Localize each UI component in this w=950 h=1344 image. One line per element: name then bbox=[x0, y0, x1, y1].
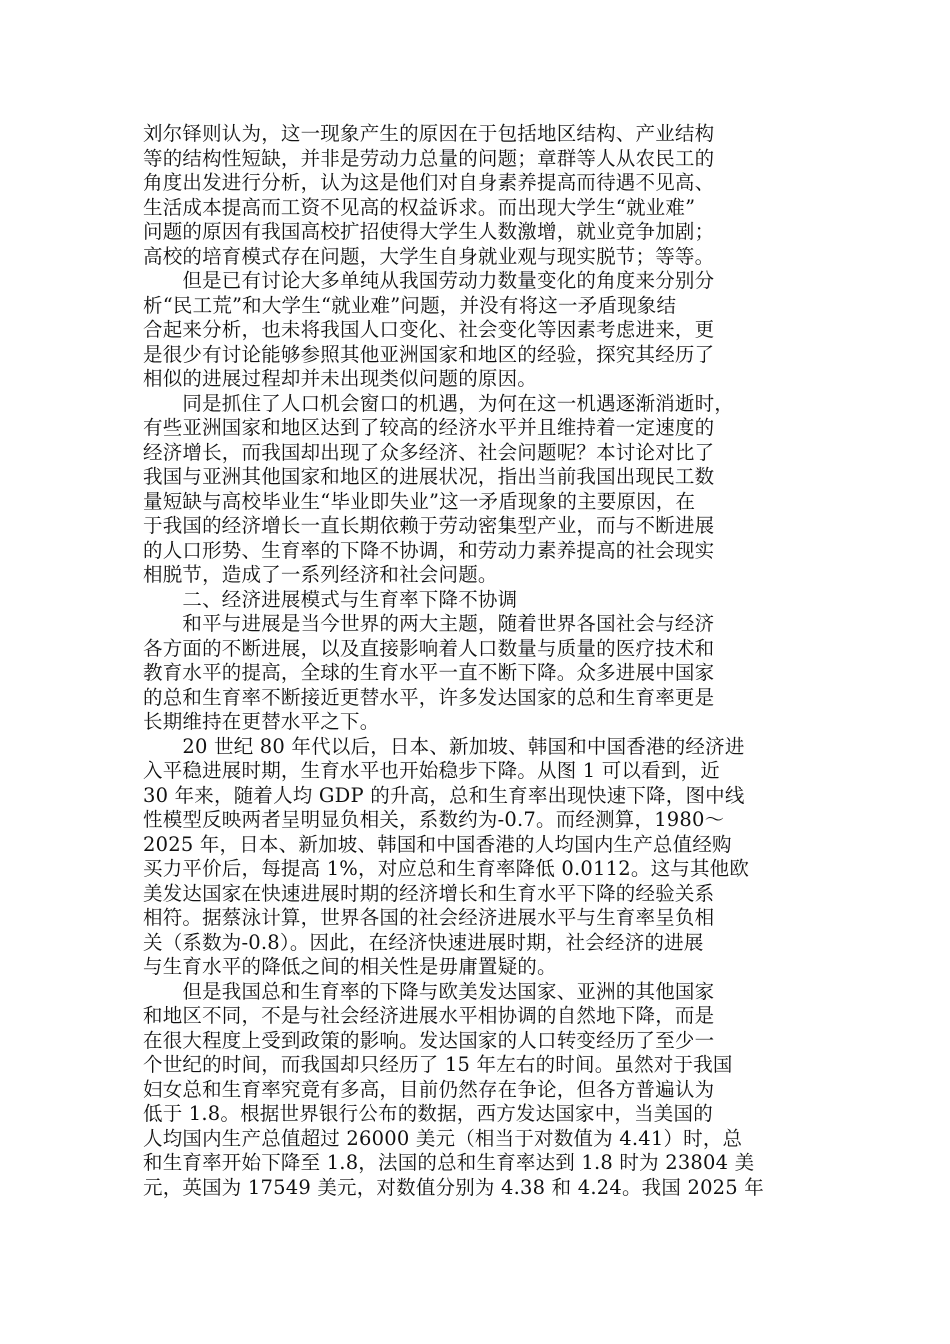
paragraph-continuation: 刘尔铎则认为，这一现象产生的原因在于包括地区结构、产业结构 等的结构性短缺，并非是劳动力总量的问题；章群等人从农民工的 角度出发进行分析，认为这是他们对自身素养提高而待遇不见高、 生活成本提高而工资不见高的权益诉求。而出现大学生“就业难” 问题的原因有我国高校扩招使得大学生人数激增，就业竞争加剧； 高校的培育模式存在问题，大学生自身就业观与现实脱节；等等。 bbox=[143, 122, 715, 268]
paragraph-asia-comparison: 20 世纪 80 年代以后，日本、新加坡、韩国和中国香港的经济进 入平稳进展时期，生育水平也开始稳步下降。从图 1 可以看到，近 30 年来，随着人均 GDP 的升高，总和生育率出现快速下降，图中线 性模型反映两者呈明显负相关，系数约为-0.7。而经测算，1980～ 2025 年，日本、新加坡、韩国和中国香港的人均国内生产总值经购 买力平价后，每提高 1%，对应总和生育率降低 0.0112。这与其他欧 美发达国家在快速进展时期的经济增长和生育水平下降的经验关系 相符。据蔡泳计算，世界各国的社会经济进展水平与生育率呈负相 关（系数为-0.8）。因此，在经济快速进展时期，社会经济的进展 与生育水平的降低之间的相关性是毋庸置疑的。 bbox=[143, 734, 750, 978]
paragraph-research-gap: 但是已有讨论大多单纯从我国劳动力数量变化的角度来分别分 析“民工荒”和大学生“就业难”问题，并没有将这一矛盾现象结 合起来分析，也未将我国人口变化、社会变化等因素考虑进来，更 是很少有讨论能够参照其他亚洲国家和地区的经验，探究其经历了 相似的进展过程却并未出现类似问题的原因。 bbox=[143, 269, 715, 390]
paragraph-research-question: 同是抓住了人口机会窗口的机遇，为何在这一机遇逐渐消逝时， 有些亚洲国家和地区达到了较高的经济水平并且维持着一定速度的 经济增长，而我国却出现了众多经济、社会问题呢？本讨论对比了 我国与亚洲其他国家和地区的进展状况，指出当前我国出现民工数 量短缺与高校毕业生“毕业即失业”这一矛盾现象的主要原因，在 于我国的经济增长一直长期依赖于劳动密集型产业，而与不断进展 的人口形势、生育率的下降不协调，和劳动力素养提高的社会现实 相脱节，造成了一系列经济和社会问题。 bbox=[143, 391, 735, 586]
paragraph-china-fertility: 但是我国总和生育率的下降与欧美发达国家、亚洲的其他国家 和地区不同，不是与社会经济进展水平相协调的自然地下降，而是 在很大程度上受到政策的影响。发达国家的人口转变经历了至少一 个世纪的时间，而我国却只经历了 15 年左右的时间。虽然对于我国 妇女总和生育率究竟有多高，目前仍然存在争论，但各方普遍认为 低于 1.8。根据世界银行公布的数据，西方发达国家中，当美国的 人均国内生产总值超过 26000 美元（相当于对数值为 4.41）时，总 和生育率开始下降至 1.8，法国的总和生育率达到 1.8 时为 23804 美 元，英国为 17549 美元，对数值分别为 4.38 和 4.24。我国 2025 年 bbox=[143, 979, 764, 1199]
body-text bbox=[143, 122, 800, 1200]
paragraph-global-fertility: 和平与进展是当今世界的两大主题，随着世界各国社会与经济 各方面的不断进展，以及直接影响着人口数量与质量的医疗技术和 教育水平的提高，全球的生育水平一直不断下降。众多进展中国家 的总和生育率不断接近更替水平，许多发达国家的总和生育率更是 长期维持在更替水平之下。 bbox=[143, 612, 715, 733]
section-heading: 二、经济进展模式与生育率下降不协调 bbox=[143, 587, 518, 611]
